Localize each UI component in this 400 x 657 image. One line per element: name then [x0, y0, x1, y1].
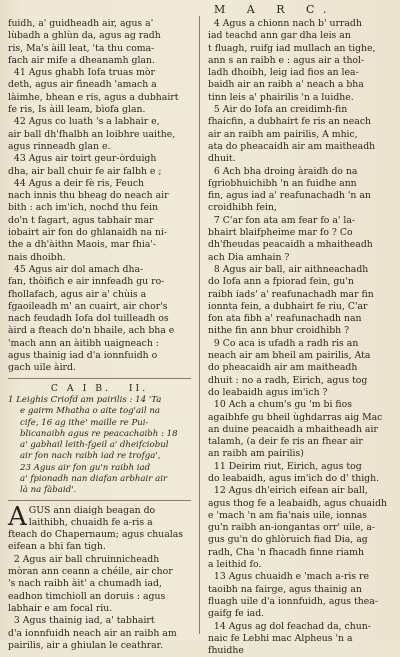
text-line: naic fe Lebhi mac Alpheus 'n a	[208, 632, 353, 644]
text-line: croidhibh fein,	[208, 202, 277, 214]
text-line: 44 Agus a deir fè ris, Feuch	[8, 177, 145, 189]
column-divider	[199, 16, 200, 634]
text-line: fgaoileadh m' an cuairt, air chor's	[8, 300, 168, 312]
chapter-summary-line: 23 Agus air fon gu'n raibh iad	[20, 462, 151, 473]
text-line: do leabaidh, agus im'ich do d' thigh.	[208, 472, 380, 484]
chapter-summary-line: là na fàbaid'.	[20, 485, 77, 496]
text-line: eifean a bhi fan tigh.	[8, 541, 106, 553]
text-line: iad teachd ann gar dha leis an	[208, 30, 351, 42]
text-line: nach feudadh Iofa dol tuilleadh os	[8, 313, 169, 325]
text-line: gus gu'n do ghlòruich fiad Dia, ag	[208, 534, 368, 546]
text-line: fhollafach, agus air a' chùis a	[8, 288, 147, 300]
text-line: deth, agus air fìneadh 'amach a	[8, 79, 157, 91]
text-line: dhuit.	[208, 153, 236, 165]
text-line: a leithid fo.	[208, 559, 262, 571]
text-line: làimhe, bhean e ris, agus a dubhairt	[8, 91, 179, 103]
text-line: ann s an raibh e : agus air a thol-	[208, 54, 365, 66]
text-line: talamh, (a deir fe ris an fhear air	[208, 436, 363, 448]
text-line: fach air mife a dheanamh glan.	[8, 54, 155, 66]
text-line: 5 Air do Iofa an creidimh-fin	[208, 104, 348, 116]
text-line: ionnta fein, a dubhairt fe riu, C'ar	[208, 300, 368, 312]
text-line: fe ris, Is àill leam, bìofa glan.	[8, 104, 146, 116]
text-line: nais dhoibh.	[8, 251, 66, 263]
text-line: the a dh'àithn Maois, mar fhia'-	[8, 239, 157, 251]
text-line: t fluagh, ruifg iad mullach an tighe,	[208, 42, 376, 54]
text-line: ata do pheacaidh air am maitheadh	[208, 140, 376, 152]
text-line: laithibh, chuaidh fe a-ris a	[28, 516, 153, 528]
text-line: 10 Ach a chum's gu 'm bi fios	[208, 399, 353, 411]
text-line: gaifg fe iad.	[208, 608, 265, 620]
divider-rule	[8, 500, 191, 501]
text-line: pairilis, air a ghiulan le ceathrar.	[8, 639, 164, 651]
text-line: 6 Ach bha droing àraidh do na	[208, 165, 358, 177]
text-line: 45 Agus air dol amach dha-	[8, 263, 144, 275]
text-line: fin, agus iad a' reafunachadh 'n an	[208, 190, 371, 202]
text-line: 9 Co aca is ufadh a radh ris an	[208, 337, 359, 349]
text-line: 14 Agus ag dol feachad da, chun-	[208, 620, 371, 632]
text-line: agus rinneadh glan e.	[8, 140, 111, 152]
chapter-heading: C A I B. II.	[50, 382, 149, 394]
text-line: fgriobhuichibh 'n an fuidhe ann	[208, 177, 357, 189]
text-line: agus thog fe a leabaidh, agus chuaidh	[208, 497, 388, 509]
text-line: air ball dh'fhalbh an loibhre uaithe,	[8, 128, 176, 140]
text-line: 'mach ann an àitibh uaigneach :	[8, 337, 159, 349]
chapter-summary-line: a' fpionadh nan diafan arbhair air	[20, 473, 168, 484]
text-line: labhair e am focal riu.	[8, 602, 113, 614]
text-line: radh, Cha 'n fhacadh finne riamh	[208, 546, 364, 558]
text-line: 11 Deirim riut, Eirich, agus tog	[208, 460, 362, 472]
text-line: lùbadh a ghlùn da, agus ag radh	[8, 30, 161, 42]
text-line: an duine peacaidh a mhaitheadh air	[208, 423, 378, 435]
text-line: 's nach raibh àit' a chumadh iad,	[8, 578, 162, 590]
text-line: fluagh uile d'a ionnfuidh, agus thea-	[208, 595, 378, 607]
text-line: fuidh, a' guidheadh air, agus a'	[8, 18, 154, 29]
text-line: fteach do Chapernaum; agus chualas	[8, 529, 184, 541]
chapter-summary-line: air fon nach raibh iad re trofga',	[20, 451, 161, 462]
text-line: 41 Agus ghabh Iofa truas mòr	[8, 67, 155, 79]
text-line: iobairt air fon do ghlanaidh na ni-	[8, 227, 168, 239]
text-line: fhuidhe	[208, 645, 244, 657]
text-line: do pheacaidh air am maitheadh	[208, 362, 358, 374]
text-line: e 'mach 'n am fia'nais uile, ionnas	[208, 509, 368, 521]
text-line: ladh dhoibh, leig iad fios an lea-	[208, 67, 359, 79]
text-line: fan, thòifich e air innfeadh gu ro-	[8, 276, 165, 288]
chapter-summary-line: blicanaibh agus re peacachaibh : 18	[20, 428, 178, 439]
text-line: raibh iads' a' reafunachadh mar fin	[208, 288, 374, 300]
text-line: nach innis thu bheag do neach air	[8, 190, 169, 202]
text-line: ris, Ma's àill leat, 'ta thu coma-	[8, 42, 155, 54]
text-line: 2 Agus air ball chruinnicheadh	[8, 553, 160, 565]
text-line: ach Dia amhain ?	[208, 251, 290, 263]
text-line: 7 C'ar fon ata am fear fo a' la-	[208, 214, 356, 226]
text-line: gu'n raibh an-iongantas orr' uile, a-	[208, 522, 376, 534]
drop-capital: A	[8, 501, 27, 532]
text-line: 3 Agus thainig iad, a' tabhairt	[8, 615, 155, 627]
text-line: fhaicfin, a dubhairt fe ris an neach	[208, 116, 372, 128]
text-line: mòran ann ceann a chéile, air chor	[8, 566, 173, 578]
text-line: 4 Agus a chionn nach b' urradh	[208, 18, 362, 29]
text-line: do'n t fagart, agus tabhair mar	[8, 214, 154, 226]
text-line: neach air am bheil am pairilis, Ata	[208, 350, 371, 362]
running-head: M A R C.	[214, 3, 336, 16]
text-line: tinn leis a' phairilis 'n a luidhe.	[208, 91, 354, 103]
divider-rule	[8, 378, 191, 379]
text-line: eadhon timchioll an doruis : agus	[8, 590, 166, 602]
text-line: baidh air an raibh a' neach a bha	[208, 79, 364, 91]
text-line: 43 Agus air toirt geur-òrduigh	[8, 153, 157, 165]
text-line: dha, air ball chuir fe air falbh e ;	[8, 165, 162, 177]
text-line: bhairt blaifpheime mar fo ? Co	[208, 227, 353, 239]
text-line: agaibhfe gu bheil ùghdarras aig Mac	[208, 411, 383, 423]
chapter-summary-line: a' gabhail leith-fgeil a' dheifciobul	[20, 440, 169, 451]
text-line: àird a fteach do'n bhaile, ach bha e	[8, 325, 175, 337]
chapter-summary-line: 1 Leighis Criofd am pairilis : 14 'Ta	[8, 394, 162, 405]
text-line: 8 Agus air ball, air aithneachadh	[208, 263, 369, 275]
text-line: an raibh am pairilis)	[208, 448, 304, 460]
text-line: fon ata fibh a' reafunachadh nan	[208, 313, 362, 325]
left-column	[8, 18, 191, 652]
text-line: gach uile àird.	[8, 362, 76, 374]
text-line: d'a ionnfuidh neach air an raibh am	[8, 627, 177, 639]
text-line: nithe fin ann bhur croidhibh ?	[208, 325, 350, 337]
text-line: bith : ach im'ich, nochd thu fein	[8, 202, 159, 214]
text-line: dh'fheudas peacaidh a mhaitheadh	[208, 239, 373, 251]
text-line: air an raibh am pairilis, A mhic,	[208, 128, 358, 140]
text-line: do leabaidh agus im'ich ?	[208, 386, 328, 398]
text-line: 42 Agus co luath 's a labhair e,	[8, 116, 160, 128]
text-line: 12 Agus dh'eirich eifean air ball,	[208, 485, 368, 497]
text-line: dhuit : no a radh, Eirich, agus tog	[208, 374, 368, 386]
text-line: 13 Agus chuaidh e 'mach a-ris re	[208, 571, 369, 583]
text-line: GUS ann diaigh beagan do	[28, 504, 156, 516]
text-line: taoibh na fairge, agus thainig an	[208, 583, 362, 595]
chapter-summary-line: e gairm Mhatha o aite tog'ail na	[20, 406, 161, 417]
right-column	[208, 18, 393, 657]
text-line: do Iofa ann a fpiorad fein, gu'n	[208, 276, 354, 288]
chapter-summary-line: cife, 16 ag ithe' maille re Pui-	[20, 417, 149, 428]
text-line: agus thainig iad d'a ionnfuidh o	[8, 350, 158, 362]
